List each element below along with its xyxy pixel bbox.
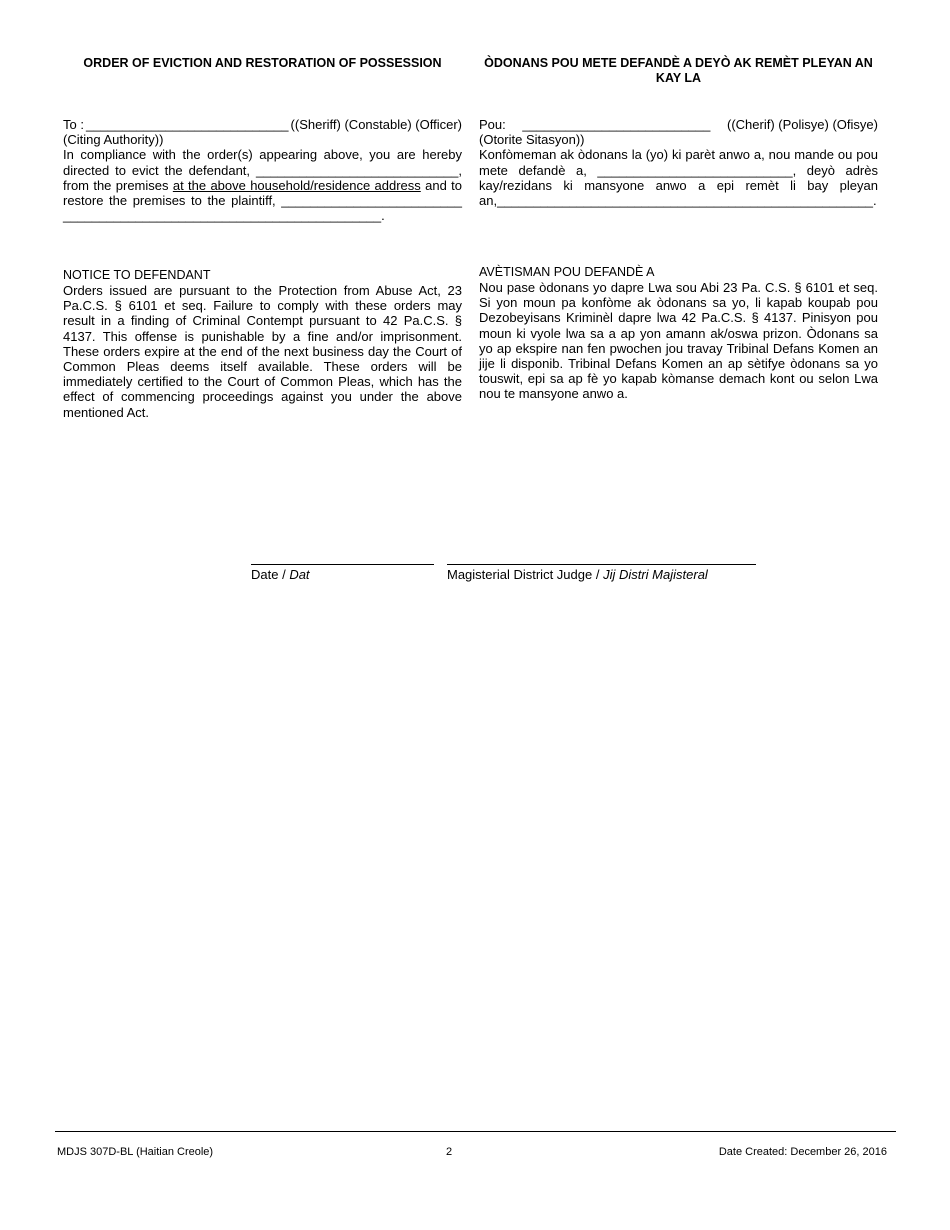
date-label-italic: Dat: [289, 567, 310, 582]
date-signature-line: [251, 564, 434, 565]
footer-form-id: MDJS 307D-BL (Haitian Creole): [57, 1146, 214, 1158]
english-to-roles-line2: (Citing Authority)): [63, 132, 164, 148]
english-compliance-part2: and to restore the premises to the plaintiff, _________________________ ____________________________________________.: [63, 177, 462, 224]
creole-notice-title: AVÈTISMAN POU DEFANDÈ A: [479, 265, 655, 279]
creole-compliance-paragraph: Konfòmeman ak òdonans la (yo) ki parèt anwo a, nou mande ou pou mete defandè a, ___________________________, deyò adrès kay/rezidans ki mansyone anwo a epi remèt li bay pleyan an,____________________________________________________.: [479, 147, 878, 209]
creole-heading: ÒDONANS POU METE DEFANDÈ A DEYÒ AK REMÈT PLEYAN AN KAY LA: [484, 56, 873, 85]
judge-label: Magisterial District Judge / Jij Distri Majisteral: [447, 567, 708, 582]
english-to-line: [63, 117, 462, 132]
creole-to-roles: ((Cherif) (Polisye) (Ofisye): [727, 117, 878, 132]
creole-to-label: Pou:: [479, 117, 506, 132]
footer-divider: [55, 1131, 896, 1132]
creole-to-blank: __________________________: [522, 117, 711, 132]
english-directive-block: [63, 117, 462, 223]
creole-to-roles-line2: (Otorite Sitasyon)): [479, 132, 585, 148]
creole-to-line: [479, 117, 878, 132]
english-compliance-paragraph: [63, 147, 462, 223]
creole-notice-text: Nou pase òdonans yo dapre Lwa sou Abi 23 Pa. C.S. § 6101 et seq. Si yon moun pa konfòme ak òdonans sa yo, li kapab koupab pou Dezobeyisans Kriminèl dapre lwa 42 Pa.C.S. § 4137. Pinisyon pou moun ki vyole lwa sa a ap yon amann ak/oswa prizon. Òdonans sa yo ap ekspire nan fen pwochen jou travay Tribinal Defans Komen an jije li disponib. Tribinal Defans Komen an ap sètifye òdonans sa yo touswit, epi sa ap fè yo kapab kòmanse demach kont ou selon Lwa nou te mansyone anwo a.: [479, 280, 878, 402]
english-compliance-underlined: at the above household/residence address: [172, 177, 421, 193]
creole-directive-block: [479, 117, 878, 208]
english-to-blank: ____________________________: [86, 117, 289, 132]
english-to-label: To :: [63, 117, 84, 132]
english-notice-text: Orders issued are pursuant to the Protection from Abuse Act, 23 Pa.C.S. § 6101 et seq. Failure to comply with these orders may result in a finding of Criminal Contempt pursuant to 42 Pa.C.S. § 4137. This offense is punishable by a fine and/or imprisonment. These orders expire at the end of the next business day the Court of Common Pleas deems itself available. These orders will be immediately certified to the Court of Common Pleas, which has the effect of commencing proceedings against you under the above mentioned Act.: [63, 283, 462, 420]
judge-label-italic: Jij Distri Majisteral: [603, 567, 708, 582]
english-heading: ORDER OF EVICTION AND RESTORATION OF POSSESSION: [83, 56, 442, 70]
judge-signature-line: [447, 564, 756, 565]
footer-date-created: Date Created: December 26, 2016: [718, 1146, 887, 1158]
creole-notice-block: [479, 265, 878, 402]
english-notice-title: NOTICE TO DEFENDANT: [63, 268, 211, 282]
date-label: Date / Dat: [251, 567, 310, 582]
english-notice-block: [63, 268, 462, 420]
english-compliance-part1: In compliance with the order(s) appearing above, you are hereby directed to evict the defendant, ____________________________, from the premises: [63, 147, 462, 193]
footer-page-number: 2: [446, 1146, 453, 1158]
english-to-roles: ((Sheriff) (Constable) (Officer): [290, 117, 462, 132]
